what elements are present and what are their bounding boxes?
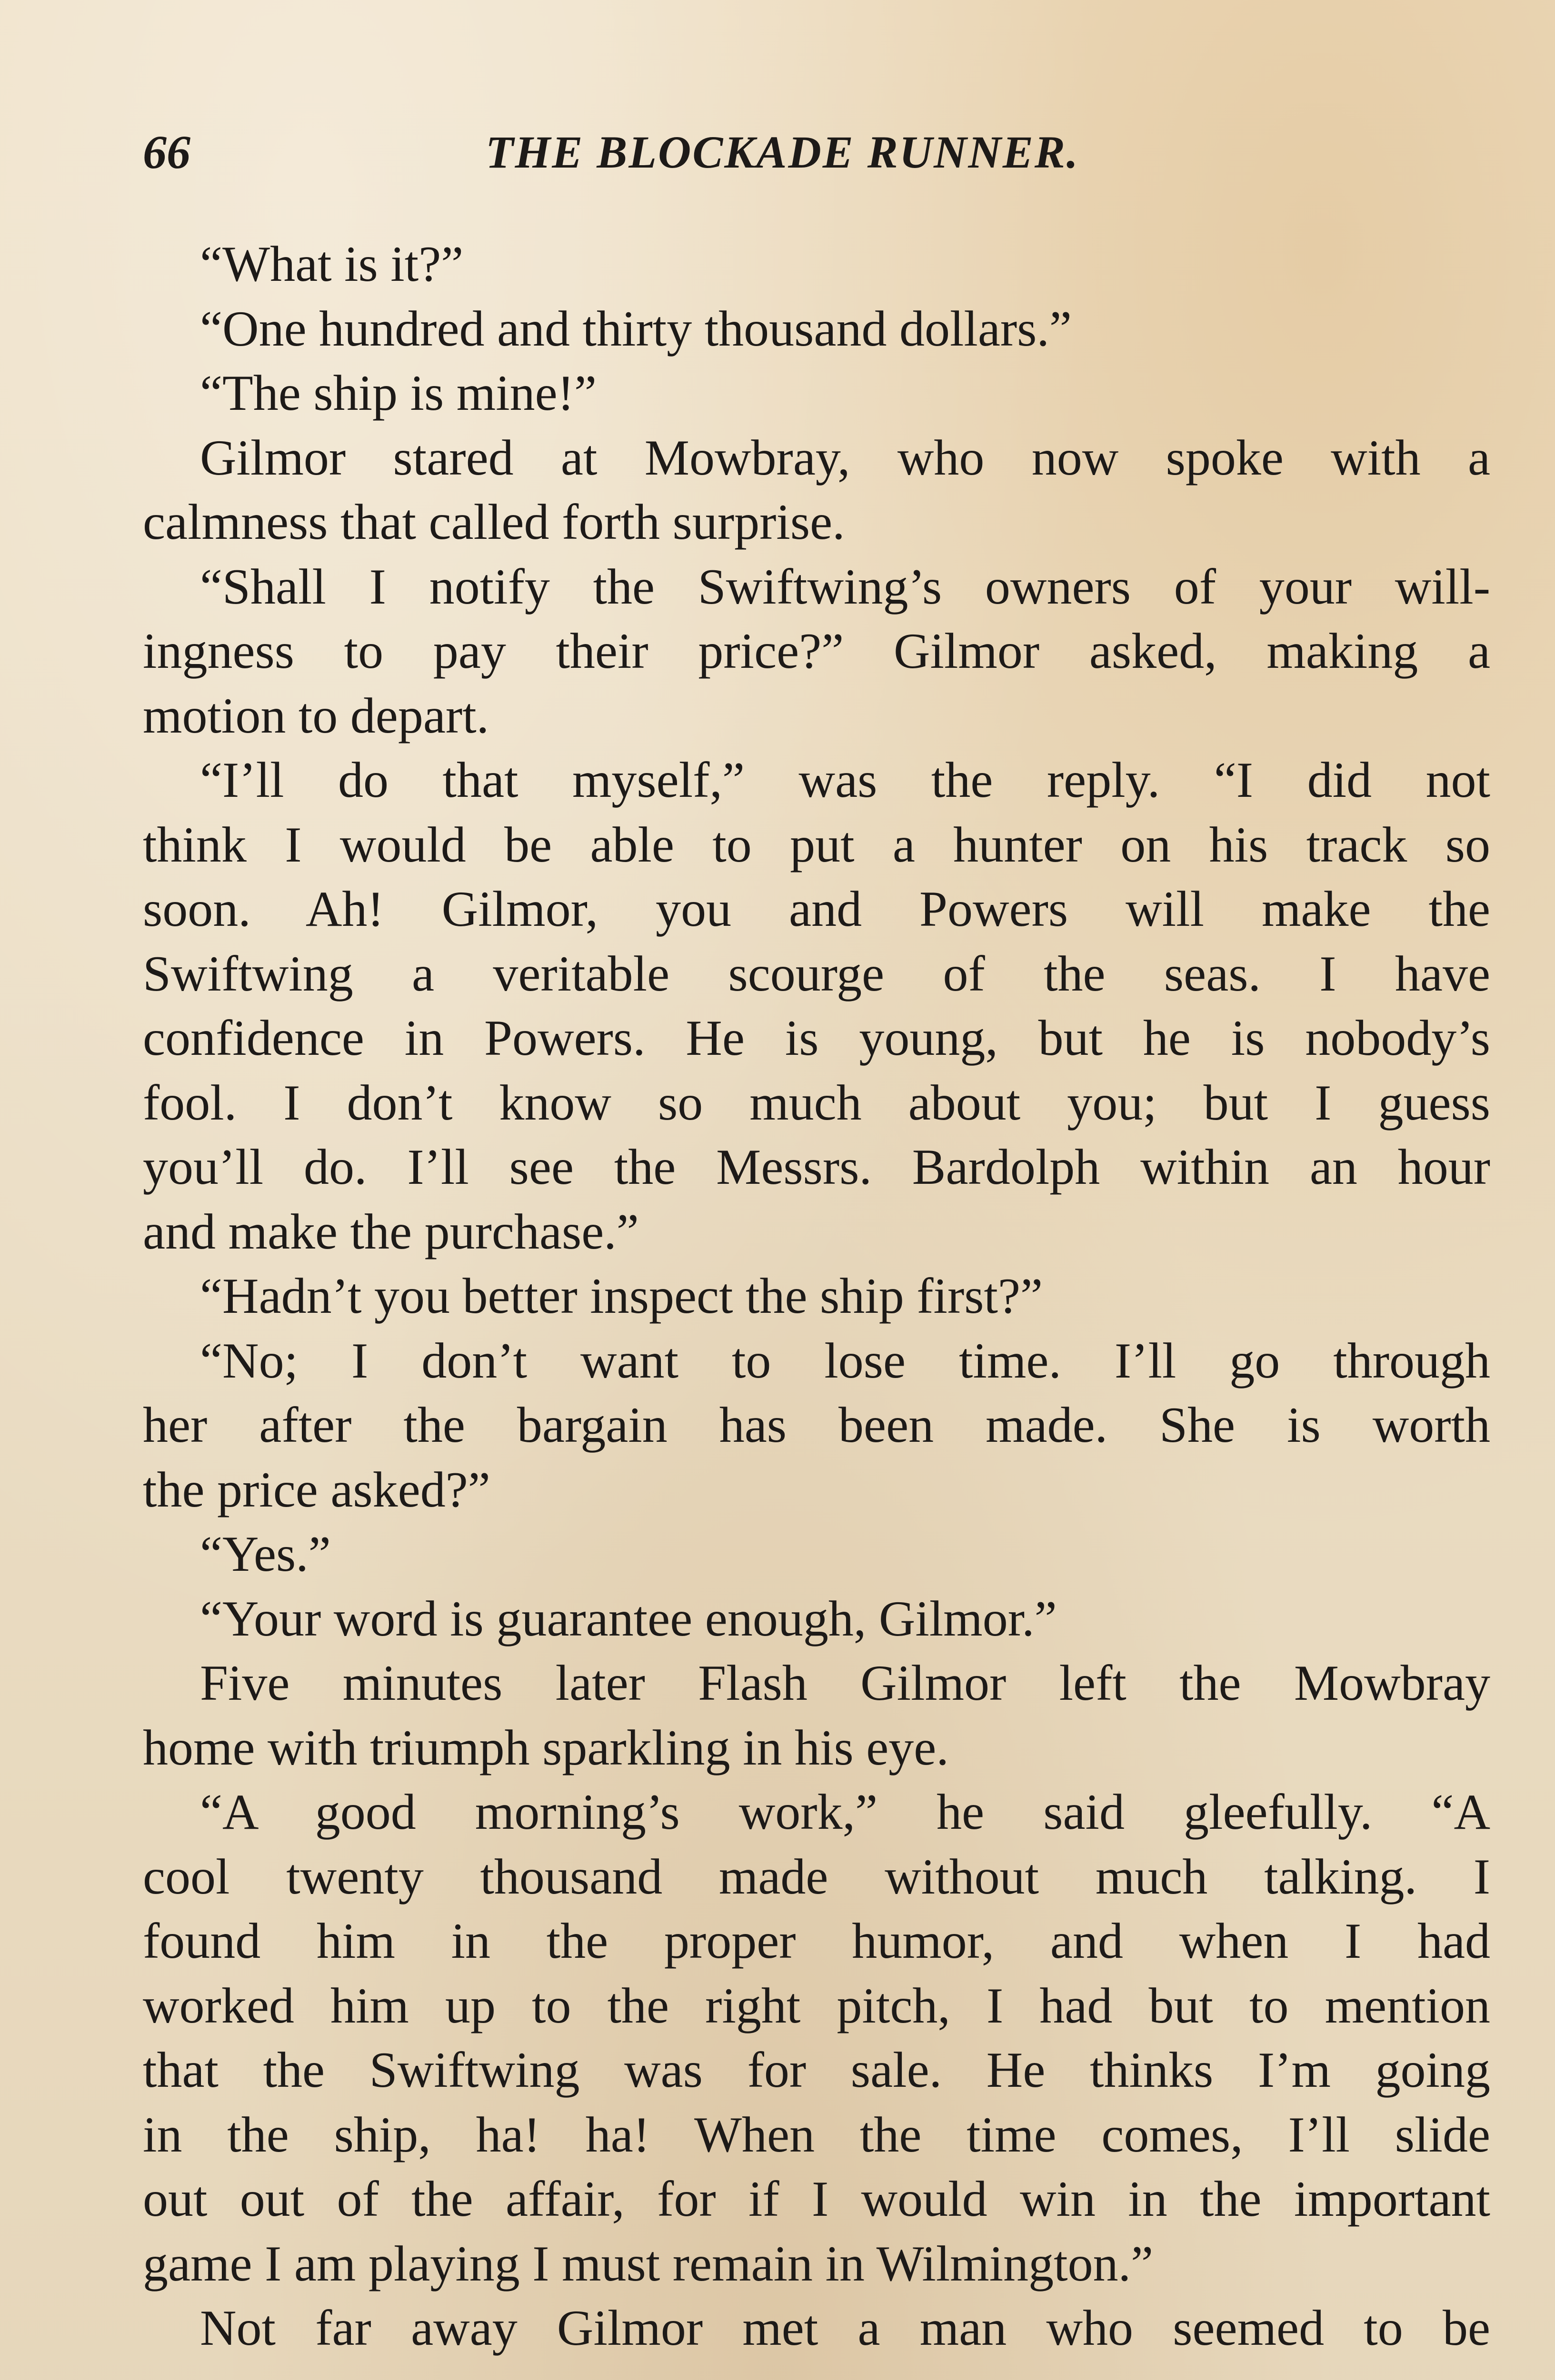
text-line: Swiftwing a veritable scourge of the seas. I have [143,945,1490,1002]
text-line: and make the purchase.” [143,1203,639,1259]
text-line: “Yes.” [200,1526,331,1582]
text-line: home with triumph sparkling in his eye. [143,1719,949,1775]
text-line: calmness that called forth surprise. [143,494,845,550]
text-line: Not far away Gilmor met a man who seemed to be [200,2300,1490,2356]
text-line: “What is it?” [200,236,464,292]
text-line: out out of the affair, for if I would win in the important [143,2171,1490,2227]
body-text [143,232,1490,2360]
text-line: motion to depart. [143,687,489,744]
text-line: cool twenty thousand made without much talking. I [143,1848,1490,1904]
text-line: Gilmor stared at Mowbray, who now spoke with a [200,429,1490,486]
text-line: “A good morning’s work,” he said gleefully. “A [200,1784,1490,1840]
text-line: “No; I don’t want to lose time. I’ll go through [200,1332,1490,1388]
text-line: game I am playing I must remain in Wilmington.” [143,2235,1154,2291]
text-line: found him in the proper humor, and when I had [143,1913,1490,1969]
text-line: that the Swiftwing was for sale. He thinks I’m going [143,2042,1490,2098]
text-line: in the ship, ha! ha! When the time comes, I’ll slide [143,2106,1490,2162]
text-line: ingness to pay their price?” Gilmor asked, making a [143,623,1490,679]
text-line: think I would be able to put a hunter on his track so [143,816,1490,873]
text-line: you’ll do. I’ll see the Messrs. Bardolph within an hour [143,1139,1490,1195]
text-line: fool. I don’t know so much about you; but I guess [143,1074,1490,1130]
text-line: “The ship is mine!” [200,365,597,421]
text-line: “I’ll do that myself,” was the reply. “I did not [200,752,1490,808]
text-line: confidence in Powers. He is young, but he is nobody’s [143,1010,1490,1066]
text-line: “Your word is guarantee enough, Gilmor.” [200,1590,1057,1646]
text-line: the price asked?” [143,1461,490,1517]
text-line: “Shall I notify the Swiftwing’s owners of your will- [200,558,1490,615]
text-line: “One hundred and thirty thousand dollars.” [200,300,1072,357]
text-line: “Hadn’t you better inspect the ship first?” [200,1268,1043,1324]
page-number: 66 [143,126,190,178]
page-header [143,119,1490,186]
text-line: her after the bargain has been made. She is worth [143,1397,1490,1453]
text-line: Five minutes later Flash Gilmor left the Mowbray [200,1655,1490,1711]
text-line: worked him up to the right pitch, I had but to mention [143,1977,1490,2033]
text-line: soon. Ah! Gilmor, you and Powers will make the [143,881,1490,937]
running-head: THE BLOCKADE RUNNER. [486,127,1079,178]
